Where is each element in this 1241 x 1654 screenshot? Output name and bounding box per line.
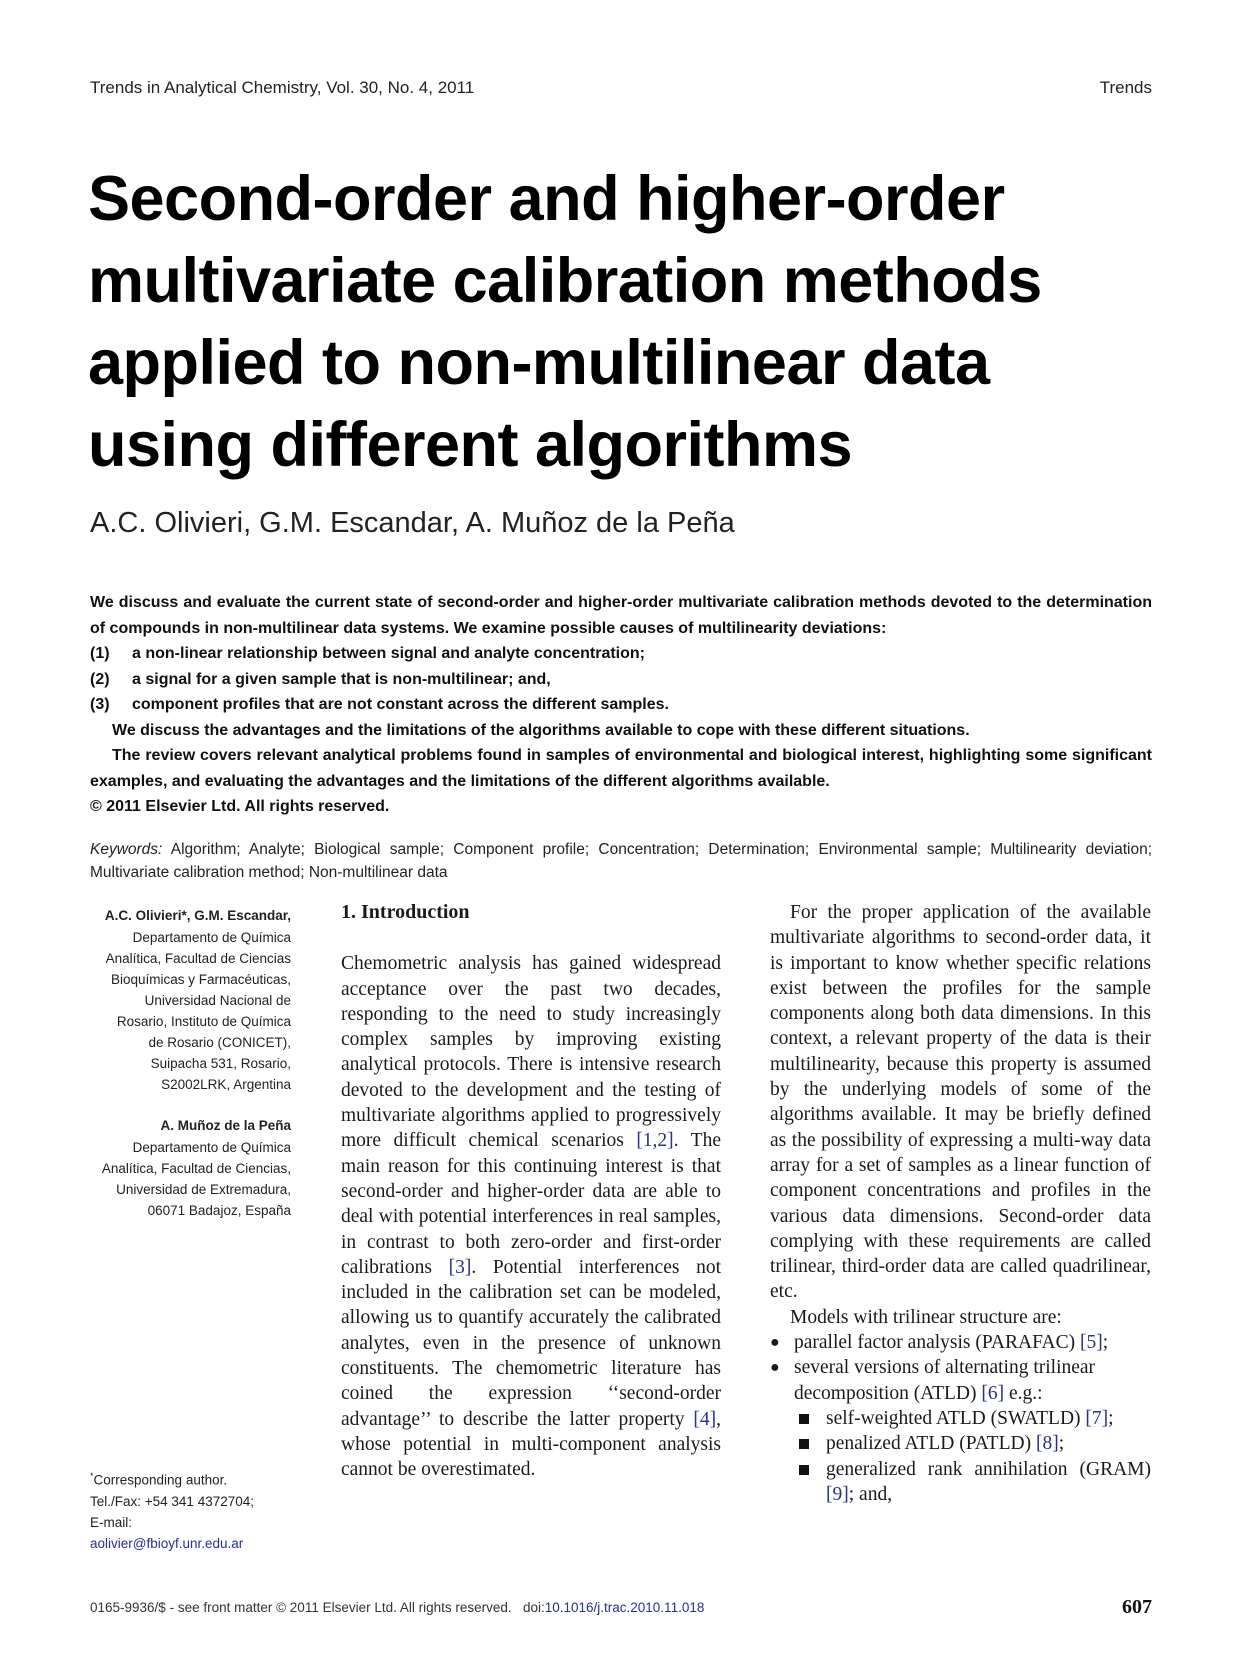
model-list	[770, 1330, 1151, 1507]
footnote-mark: *	[90, 1471, 94, 1481]
doi-link[interactable]: 10.1016/j.trac.2010.11.018	[544, 1600, 705, 1615]
affiliation-line: S2002LRK, Argentina	[161, 1077, 291, 1092]
affiliation-names: A. Muñoz de la Peña	[160, 1118, 291, 1133]
abstract-list-item: (3) component profiles that are not constant across the different samples.	[90, 696, 669, 713]
citation-link[interactable]: [8]	[1035, 1433, 1059, 1455]
square-bullet-icon	[799, 1465, 809, 1475]
list-item: ● parallel factor analysis (PARAFAC) [5];	[770, 1330, 1151, 1355]
sub-list-item: self-weighted ATLD (SWATLD) [7];	[794, 1406, 1151, 1431]
email-link[interactable]: aolivier@fbioyf.unr.edu.ar	[90, 1535, 244, 1551]
issn-notice: 0165-9936/$ - see front matter © 2011 Elsevier Ltd. All rights reserved.	[90, 1600, 512, 1615]
citation-link[interactable]: [7]	[1085, 1407, 1109, 1429]
sub-list-item: penalized ATLD (PATLD) [8];	[794, 1431, 1151, 1456]
section-heading: 1. Introduction	[341, 901, 470, 923]
affiliation-line: 06071 Badajoz, España	[147, 1203, 291, 1218]
keywords-label: Keywords:	[90, 841, 163, 858]
corresponding-author-note	[90, 1466, 300, 1554]
list-item: ● several versions of alternating trilinear decomposition (ATLD) [6] e.g.: self-weighted ATLD (SWATLD) [7]; penalized ATLD (PATLD) [8]; generalized rank annihilation (GRAM) [9]; and,	[770, 1355, 1151, 1507]
abstract-copyright: © 2011 Elsevier Ltd. All rights reserved.	[90, 798, 390, 815]
affiliation-names: A.C. Olivieri*, G.M. Escandar,	[104, 908, 291, 923]
abstract	[90, 590, 1152, 820]
article-authors: A.C. Olivieri, G.M. Escandar, A. Muñoz de la Peña	[90, 507, 735, 539]
abstract-intro: We discuss and evaluate the current state of second-order and higher-order multivariate calibration methods devoted to the determination of compounds in non-multilinear data systems. We examine possible causes of multilinearity deviations:	[90, 594, 1152, 637]
citation-link[interactable]: [3]	[448, 1256, 472, 1278]
square-bullet-icon	[799, 1414, 809, 1424]
keywords-text: Algorithm; Analyte; Biological sample; Component profile; Concentration; Determination; Environmental sample; Multilinearity deviation; Multivariate calibration method; Non-multilinear data	[90, 841, 1153, 881]
citation-link[interactable]: [4]	[693, 1408, 717, 1430]
journal-citation: Trends in Analytical Chemistry, Vol. 30, No. 4, 2011	[90, 78, 475, 97]
affiliation-block	[86, 905, 291, 1095]
page-number: 607	[1122, 1596, 1152, 1618]
sub-list-item: generalized rank annihilation (GRAM) [9]; and,	[794, 1457, 1151, 1508]
square-bullet-icon	[799, 1439, 809, 1449]
affiliation-line: Departamento de Química	[132, 930, 291, 945]
keywords	[90, 838, 1152, 884]
body-paragraph: For the proper application of the available multivariate algorithms to second-order data, it is important to know whether specific relations exist between the profiles for the sample components along both data dimensions. In this context, a relevant property of the data is their multilinearity, because this property is assumed by the underlying models of some of the algorithms available. It may be briefly defined as the possibility of expressing a multi-way data array for a set of samples as a linear function of component concentrations and profiles in the various data dimensions. Second-order data complying with these requirements are called trilinear, third-order data are called quadrilinear, etc.	[770, 902, 1151, 1303]
section-label: Trends	[1099, 78, 1152, 97]
running-header	[90, 78, 1152, 98]
affiliation-line: Universidad de Extremadura,	[116, 1182, 291, 1197]
telfax: Tel./Fax: +54 341 4372704;	[90, 1493, 254, 1509]
doi-label: doi:	[522, 1600, 545, 1615]
abstract-paragraph-2: We discuss the advantages and the limitations of the algorithms available to cope with these different situations.	[112, 721, 970, 739]
bullet-icon: ●	[770, 1359, 780, 1377]
body-column-right	[770, 900, 1151, 1507]
affiliation-line: Bioquímicas y Farmacéuticas,	[110, 972, 291, 987]
intro-paragraph: Chemometric analysis has gained widespread acceptance over the past two decades, responding to the need to study increasingly complex samples by improving existing analytical protocols. There is intensive research devoted to the development and the testing of multivariate algorithms applied to progressively more difficult chemical scenarios [1,2]. The main reason for this continuing interest is that second-order and higher-order data are able to deal with potential interferences in real samples, in contrast to both zero-order and first-order calibrations [3]. Potential interferences not included in the calibration set can be modeled, allowing us to quantify accurately the calibrated analytes, even in the presence of unknown constituents. The chemometric literature has coined the expression ‘‘second-order advantage’’ to describe the latter property [4], whose potential in multi-component analysis cannot be overestimated.	[341, 953, 721, 1481]
affiliation-line: Departamento de Química	[132, 1140, 291, 1155]
affiliation-line: Rosario, Instituto de Química	[116, 1014, 291, 1029]
article-title: Second-order and higher-order multivariate calibration methods applied to non-multilinear data using different algorithms	[88, 164, 1042, 480]
citation-link[interactable]: [5]	[1079, 1332, 1103, 1354]
abstract-paragraph-3: The review covers relevant analytical problems found in samples of environmental and biological interest, highlighting some significant examples, and evaluating the advantages and the limitations of the different algorithms available.	[90, 747, 1152, 790]
citation-link[interactable]: [6]	[981, 1382, 1005, 1404]
footnote-label: Corresponding author.	[93, 1472, 228, 1488]
abstract-list-item: (1) a non-linear relationship between signal and analyte concentration;	[90, 645, 645, 662]
abstract-list	[90, 641, 1152, 718]
body-paragraph: Models with trilinear structure are:	[790, 1306, 1062, 1328]
affiliation-line: de Rosario (CONICET),	[148, 1035, 291, 1050]
affiliation-block	[86, 1115, 291, 1221]
abstract-list-item: (2) a signal for a given sample that is non-multilinear; and,	[90, 670, 551, 688]
citation-link[interactable]: [1,2]	[636, 1130, 674, 1152]
affiliation-line: Suipacha 531, Rosario,	[150, 1056, 291, 1071]
sub-list	[794, 1406, 1151, 1507]
affiliation-line: Universidad Nacional de	[144, 993, 291, 1008]
page-footer	[90, 1596, 1152, 1618]
email-label: E-mail:	[90, 1514, 133, 1530]
body-column-middle	[341, 900, 721, 1483]
citation-link[interactable]: [9]	[826, 1483, 849, 1505]
bullet-icon: ●	[770, 1334, 780, 1352]
affiliation-line: Analítica, Facultad de Ciencias,	[101, 1161, 291, 1176]
affiliation-line: Analítica, Facultad de Ciencias	[105, 951, 291, 966]
